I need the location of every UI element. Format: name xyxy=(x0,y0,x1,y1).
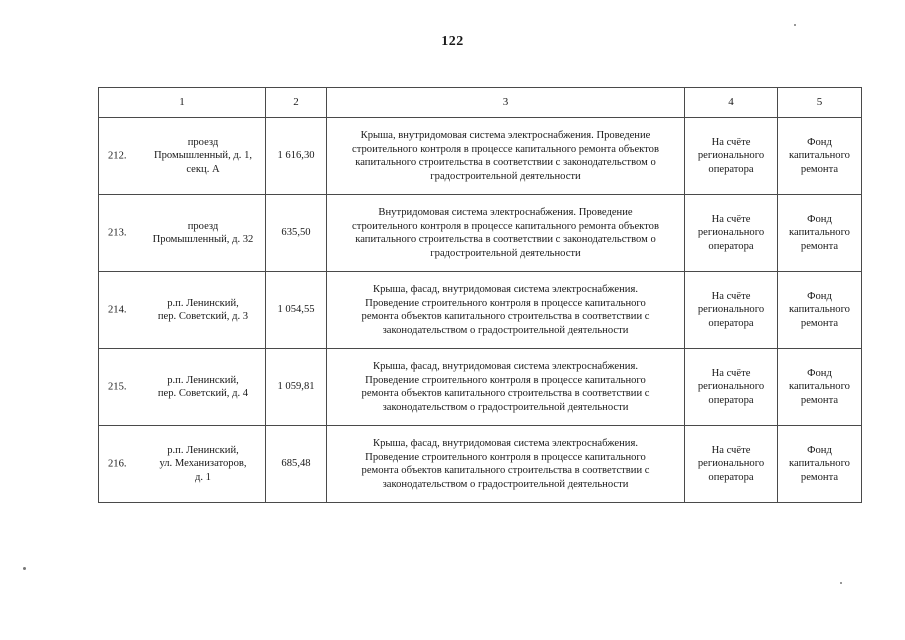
description-cell-line: строительного контроля в процессе капитального ремонта объектов xyxy=(352,220,659,232)
description-cell-line: Крыша, внутридомовая система электроснабжения. Проведение xyxy=(360,130,651,141)
address-line: р.п. Ленинский, xyxy=(167,374,239,386)
method-cell-line: На счёте xyxy=(711,290,751,302)
funding-source-cell-line: ремонта xyxy=(800,394,839,406)
method-cell xyxy=(685,349,778,426)
table-row xyxy=(99,272,862,349)
row-number: 213. xyxy=(108,227,127,239)
funding-source-cell-line: капитального xyxy=(789,304,850,316)
description-cell-line: ремонта объектов капитального строительства в соответствии с xyxy=(361,388,650,399)
funding-source-cell-line: Фонд xyxy=(807,136,832,148)
column-header: 4 xyxy=(685,88,778,118)
capital-repair-table xyxy=(98,87,862,503)
description-cell-line: Крыша, фасад, внутридомовая система электроснабжения. xyxy=(373,361,638,372)
description-cell-line: Проведение строительного контроля в процессе капитального xyxy=(365,374,646,386)
method-cell-line: На счёте xyxy=(711,213,751,225)
address-cell xyxy=(99,272,266,349)
description-cell-line: градостроительной деятельности xyxy=(430,247,581,259)
column-header: 3 xyxy=(327,88,685,118)
method-cell-line: На счёте xyxy=(711,444,751,456)
area-cell: 685,48 xyxy=(266,426,327,503)
area-cell: 1 616,30 xyxy=(266,118,327,195)
table-row xyxy=(99,349,862,426)
method-cell-line: оператора xyxy=(708,163,754,175)
method-cell-line: оператора xyxy=(708,471,754,483)
address xyxy=(148,444,258,485)
address-line: р.п. Ленинский, xyxy=(167,444,239,456)
funding-source-cell xyxy=(778,349,862,426)
area-cell: 1 054,55 xyxy=(266,272,327,349)
description-cell-line: Крыша, фасад, внутридомовая система электроснабжения. xyxy=(373,284,638,295)
funding-source-cell-line: Фонд xyxy=(807,367,832,379)
description-cell-line: строительного контроля в процессе капитального ремонта объектов xyxy=(352,143,659,155)
method-cell-line: оператора xyxy=(708,394,754,406)
funding-source-cell-line: капитального xyxy=(789,150,850,162)
page-number: 122 xyxy=(441,34,464,49)
funding-source-cell-line: ремонта xyxy=(800,471,839,483)
column-header: 2 xyxy=(266,88,327,118)
funding-source-cell xyxy=(778,272,862,349)
method-cell-line: оператора xyxy=(708,317,754,329)
scan-speck xyxy=(840,582,842,584)
method-cell xyxy=(685,426,778,503)
area-cell: 635,50 xyxy=(266,195,327,272)
row-number: 216. xyxy=(108,458,127,470)
funding-source-cell-line: ремонта xyxy=(800,317,839,329)
address xyxy=(148,297,258,324)
description-cell xyxy=(327,349,685,426)
funding-source-cell-line: Фонд xyxy=(807,213,832,225)
description-cell xyxy=(327,195,685,272)
table-body xyxy=(99,118,862,503)
address-cell xyxy=(99,195,266,272)
funding-source-cell xyxy=(778,426,862,503)
address-cell xyxy=(99,118,266,195)
table-row xyxy=(99,195,862,272)
address-line: секц. А xyxy=(186,163,220,175)
description-cell xyxy=(327,426,685,503)
funding-source-cell-line: Фонд xyxy=(807,444,832,456)
address-line: д. 1 xyxy=(195,471,211,483)
description-cell-line: Проведение строительного контроля в процессе капитального xyxy=(365,451,646,463)
funding-source-cell-line: Фонд xyxy=(807,290,832,302)
description-cell-line: Внутридомовая система электроснабжения. Проведение xyxy=(378,207,633,218)
funding-source-cell-line: капитального xyxy=(789,458,850,470)
funding-source-cell xyxy=(778,195,862,272)
column-header: 1 xyxy=(99,88,266,118)
table-row xyxy=(99,426,862,503)
address-line: проезд xyxy=(187,136,219,148)
description-cell-line: законодательством о градостроительной деятельности xyxy=(382,324,629,336)
scan-speck xyxy=(794,24,796,26)
address xyxy=(148,220,258,247)
address-line: р.п. Ленинский, xyxy=(167,297,239,309)
row-number: 212. xyxy=(108,150,127,162)
address-line: пер. Советский, д. 3 xyxy=(157,311,249,322)
table-row xyxy=(99,118,862,195)
description-cell-line: ремонта объектов капитального строительства в соответствии с xyxy=(361,311,650,322)
method-cell-line: оператора xyxy=(708,240,754,252)
funding-source-cell-line: ремонта xyxy=(800,240,839,252)
description-cell-line: ремонта объектов капитального строительства в соответствии с xyxy=(361,465,650,476)
scan-speck xyxy=(23,567,26,570)
description-cell xyxy=(327,118,685,195)
method-cell-line: регионального xyxy=(697,458,765,470)
address-line: Промышленный, д. 1, xyxy=(153,150,253,162)
method-cell-line: регионального xyxy=(697,304,765,316)
method-cell-line: На счёте xyxy=(711,136,751,148)
description-cell-line: Крыша, фасад, внутридомовая система электроснабжения. xyxy=(373,438,638,449)
method-cell-line: регионального xyxy=(697,227,765,239)
method-cell-line: регионального xyxy=(697,150,765,162)
description-cell-line: капитального строительства в соответствии с законодательством о xyxy=(355,157,656,168)
address xyxy=(148,374,258,401)
address-cell xyxy=(99,349,266,426)
description-cell xyxy=(327,272,685,349)
description-cell-line: градостроительной деятельности xyxy=(430,170,581,182)
funding-source-cell-line: капитального xyxy=(789,381,850,393)
method-cell-line: На счёте xyxy=(711,367,751,379)
address xyxy=(148,136,258,177)
description-cell-line: законодательством о градостроительной деятельности xyxy=(382,478,629,490)
method-cell xyxy=(685,272,778,349)
row-number: 215. xyxy=(108,381,127,393)
header-row xyxy=(99,88,862,118)
area-cell: 1 059,81 xyxy=(266,349,327,426)
description-cell-line: законодательством о градостроительной деятельности xyxy=(382,401,629,413)
column-header: 5 xyxy=(778,88,862,118)
description-cell-line: капитального строительства в соответствии с законодательством о xyxy=(355,234,656,245)
method-cell-line: регионального xyxy=(697,381,765,393)
address-line: ул. Механизаторов, xyxy=(159,458,247,470)
address-line: Промышленный, д. 32 xyxy=(152,234,254,245)
funding-source-cell-line: ремонта xyxy=(800,163,839,175)
address-cell xyxy=(99,426,266,503)
funding-source-cell-line: капитального xyxy=(789,227,850,239)
address-line: пер. Советский, д. 4 xyxy=(157,388,249,399)
address-line: проезд xyxy=(187,220,219,232)
description-cell-line: Проведение строительного контроля в процессе капитального xyxy=(365,297,646,309)
method-cell xyxy=(685,118,778,195)
funding-source-cell xyxy=(778,118,862,195)
method-cell xyxy=(685,195,778,272)
row-number: 214. xyxy=(108,304,127,316)
